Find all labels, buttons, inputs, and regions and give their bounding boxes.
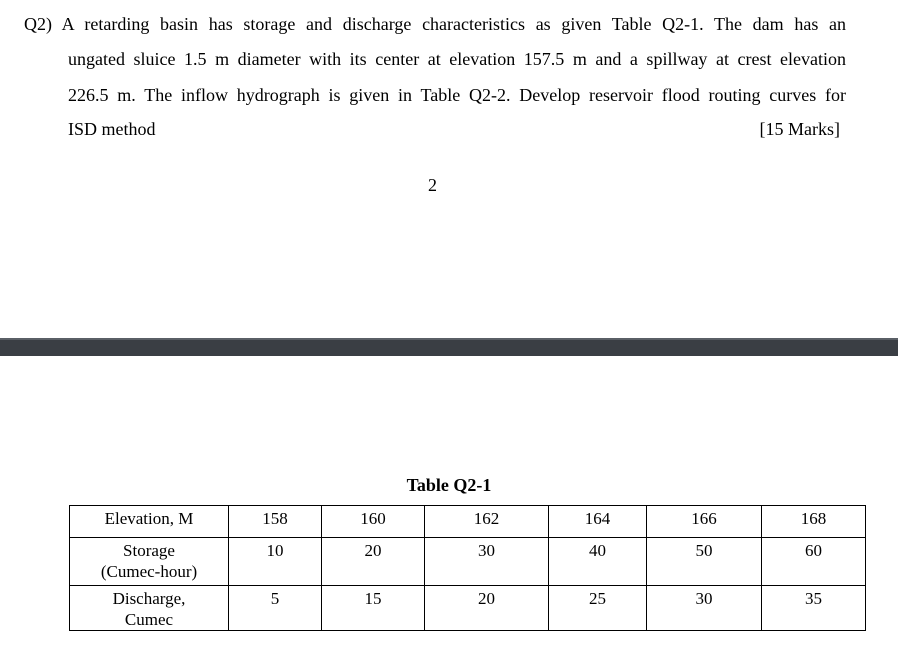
table-cell: 20 — [322, 538, 425, 586]
table-cell: 60 — [762, 538, 866, 586]
question-line-2: ungated sluice 1.5 m diameter with its center at elevation 157.5 m and a spillway at crest elevation — [68, 49, 846, 69]
row-header-storage — [70, 538, 229, 586]
table-cell: 25 — [549, 586, 647, 631]
table-cell: 30 — [647, 586, 762, 631]
table-cell: 158 — [229, 506, 322, 538]
table-caption: Table Q2-1 — [406, 475, 492, 495]
row-header-storage-line2: (Cumec-hour) — [100, 562, 198, 581]
table-cell: 164 — [549, 506, 647, 538]
table-cell: 30 — [425, 538, 549, 586]
table-cell: 168 — [762, 506, 866, 538]
table-cell: 160 — [322, 506, 425, 538]
row-header-storage-line1: Storage — [123, 541, 175, 560]
row-header-discharge-line2: Cumec — [124, 610, 174, 629]
table-cell: 20 — [425, 586, 549, 631]
page-number: 2 — [428, 175, 437, 195]
row-header-discharge — [70, 586, 229, 631]
table-cell: 35 — [762, 586, 866, 631]
question-line-3: 226.5 m. The inflow hydrograph is given in Table Q2-2. Develop reservoir flood routing curves for — [68, 85, 846, 105]
page-separator — [0, 338, 898, 356]
table-cell: 40 — [549, 538, 647, 586]
table-cell: 5 — [229, 586, 322, 631]
storage-discharge-table — [69, 505, 866, 631]
table-cell: 15 — [322, 586, 425, 631]
page-separator-shade — [0, 338, 898, 340]
table-cell: 166 — [647, 506, 762, 538]
row-header-elevation: Elevation, M — [70, 506, 229, 538]
table-cell: 162 — [425, 506, 549, 538]
table-cell: 50 — [647, 538, 762, 586]
table-cell: 10 — [229, 538, 322, 586]
question-line-1: Q2) A retarding basin has storage and discharge characteristics as given Table Q2-1. The dam has an — [24, 14, 846, 34]
table-row — [70, 506, 866, 538]
table-row — [70, 586, 866, 631]
question-line-4: ISD method — [68, 119, 156, 139]
marks-label: [15 Marks] — [759, 119, 840, 139]
row-header-discharge-line1: Discharge, — [112, 589, 186, 608]
table-row — [70, 538, 866, 586]
